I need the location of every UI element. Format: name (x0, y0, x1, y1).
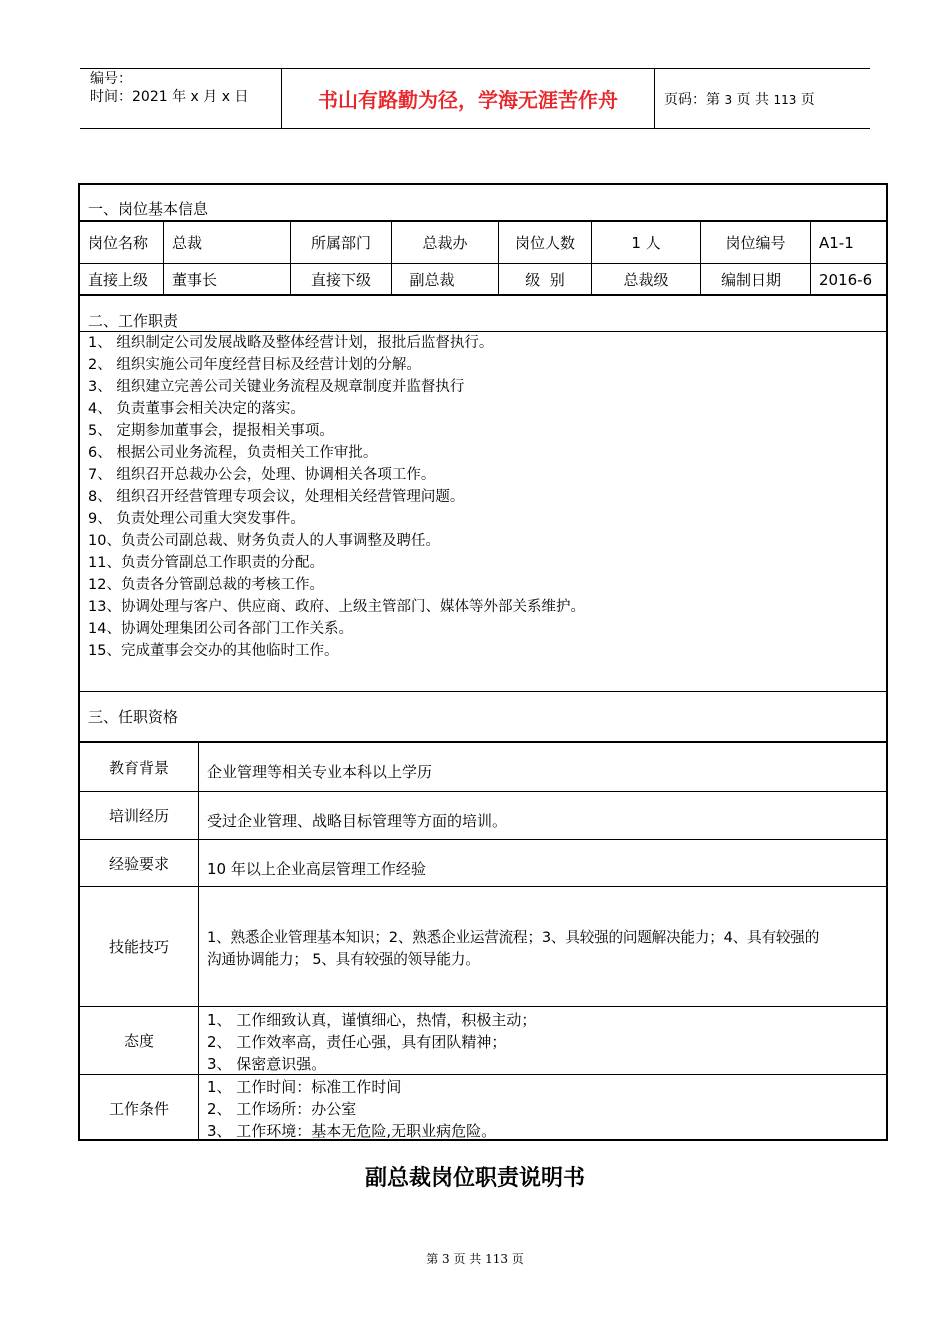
header-meta (90, 70, 248, 106)
section-basic-info-title: 一、岗位基本信息 (88, 200, 209, 218)
cell-label-superior: 直接上级 (88, 271, 149, 289)
list-item: 6、 根据公司业务流程，负责相关工作审批。 (88, 445, 378, 461)
cell-position-code: A1-1 (819, 233, 854, 252)
section-duties-title: 二、工作职责 (88, 312, 179, 330)
table-col-rule (198, 742, 199, 1141)
qual-education: 企业管理等相关专业本科以上学历 (207, 763, 433, 781)
list-item: 11、负责分管副总工作职责的分配。 (88, 555, 324, 571)
header-page-info: 页码：第 3 页 共 113 页 (664, 92, 815, 108)
list-item: 14、协调处理集团公司各部门工作关系。 (88, 621, 353, 637)
table-rule (78, 791, 888, 792)
cell-label-position-code: 岗位编号 (725, 234, 786, 252)
next-document-title: 副总裁岗位职责说明书 (364, 1166, 585, 1191)
header-motto: 书山有路勤为径，学海无涯苦作舟 (318, 88, 618, 112)
list-item: 9、 负责处理公司重大突发事件。 (88, 511, 305, 527)
cell-subordinate: 副总裁 (409, 271, 455, 289)
qual-label-skills: 技能技巧 (108, 938, 169, 956)
cell-headcount: 1 人 (631, 234, 661, 252)
list-item: 5、 定期参加董事会，提报相关事项。 (88, 423, 334, 439)
table-rule (78, 1006, 888, 1007)
list-item: 12、负责各分管副总裁的考核工作。 (88, 577, 324, 593)
cell-label-department: 所属部门 (310, 234, 371, 252)
header-page-current: 3 (724, 93, 733, 107)
cell-label-level: 级 别 (525, 271, 565, 289)
list-item: 3、 组织建立完善公司关键业务流程及规章制度并监督执行 (88, 379, 465, 395)
list-item: 2、 组织实施公司年度经营目标及经营计划的分解。 (88, 357, 421, 373)
conditions-line: 1、 工作时间：标准工作时间 (207, 1078, 402, 1096)
attitude-line: 1、 工作细致认真，谨慎细心，热情，积极主动； (207, 1011, 537, 1029)
list-item: 15、完成董事会交办的其他临时工作。 (88, 643, 339, 659)
table-rule (78, 691, 888, 692)
qual-training: 受过企业管理、战略目标管理等方面的培训。 (207, 812, 508, 830)
qual-skills (207, 927, 883, 971)
conditions-line: 2、 工作场所：办公室 (207, 1100, 357, 1118)
qual-label-attitude: 态度 (123, 1032, 154, 1050)
duties-list (88, 332, 585, 662)
cell-department: 总裁办 (422, 234, 468, 252)
qual-attitude (207, 1009, 883, 1075)
qual-label-experience: 经验要求 (108, 854, 169, 873)
list-item: 10、负责公司副总裁、财务负责人的人事调整及聘任。 (88, 533, 440, 549)
cell-label-subordinate: 直接下级 (310, 271, 371, 289)
header-number: 编号： (90, 71, 132, 87)
skills-line: 沟通协调能力； 5、具有较强的领导能力。 (207, 951, 480, 968)
qual-label-education: 教育背景 (108, 758, 169, 777)
qual-experience: 10 年以上企业高层管理工作经验 (207, 860, 426, 878)
attitude-line: 2、 工作效率高，责任心强，具有团队精神； (207, 1033, 507, 1051)
header-page-total: 113 (773, 93, 797, 107)
page-footer: 第 3 页 共 113 页 (426, 1252, 524, 1266)
skills-line: 1、熟悉企业管理基本知识；2、熟悉企业运营流程；3、具较强的问题解决能力；4、具有较强的 (207, 929, 820, 946)
cell-date: 2016-6 (819, 270, 873, 289)
cell-superior: 董事长 (172, 271, 218, 289)
qual-label-conditions: 工作条件 (108, 1099, 169, 1118)
table-rule (78, 886, 888, 887)
header-divider (654, 68, 655, 129)
cell-level: 总裁级 (623, 271, 669, 289)
header-time: 时间：2021 年 x 月 x 日 (90, 89, 249, 105)
list-item: 4、 负责董事会相关决定的落实。 (88, 401, 305, 417)
section-qualifications-title: 三、任职资格 (88, 708, 179, 726)
list-item: 7、 组织召开总裁办公会，处理、协调相关各项工作。 (88, 467, 436, 483)
table-rule (78, 741, 888, 743)
list-item: 8、 组织召开经营管理专项会议，处理相关经营管理问题。 (88, 489, 465, 505)
job-description-table (78, 183, 888, 1141)
conditions-line: 3、 工作环境：基本无危险,无职业病危险。 (207, 1122, 497, 1140)
qual-conditions (207, 1076, 883, 1142)
cell-label-headcount: 岗位人数 (514, 234, 575, 252)
qual-label-training: 培训经历 (108, 807, 169, 825)
list-item: 13、协调处理与客户、供应商、政府、上级主管部门、媒体等外部关系维护。 (88, 599, 585, 615)
cell-label-position-name: 岗位名称 (88, 234, 149, 252)
cell-label-date: 编制日期 (720, 271, 781, 289)
list-item: 1、 组织制定公司发展战略及整体经营计划，报批后监督执行。 (88, 335, 494, 351)
cell-position-name: 总裁 (172, 234, 203, 252)
table-rule (78, 839, 888, 840)
attitude-line: 3、 保密意识强。 (207, 1055, 327, 1073)
